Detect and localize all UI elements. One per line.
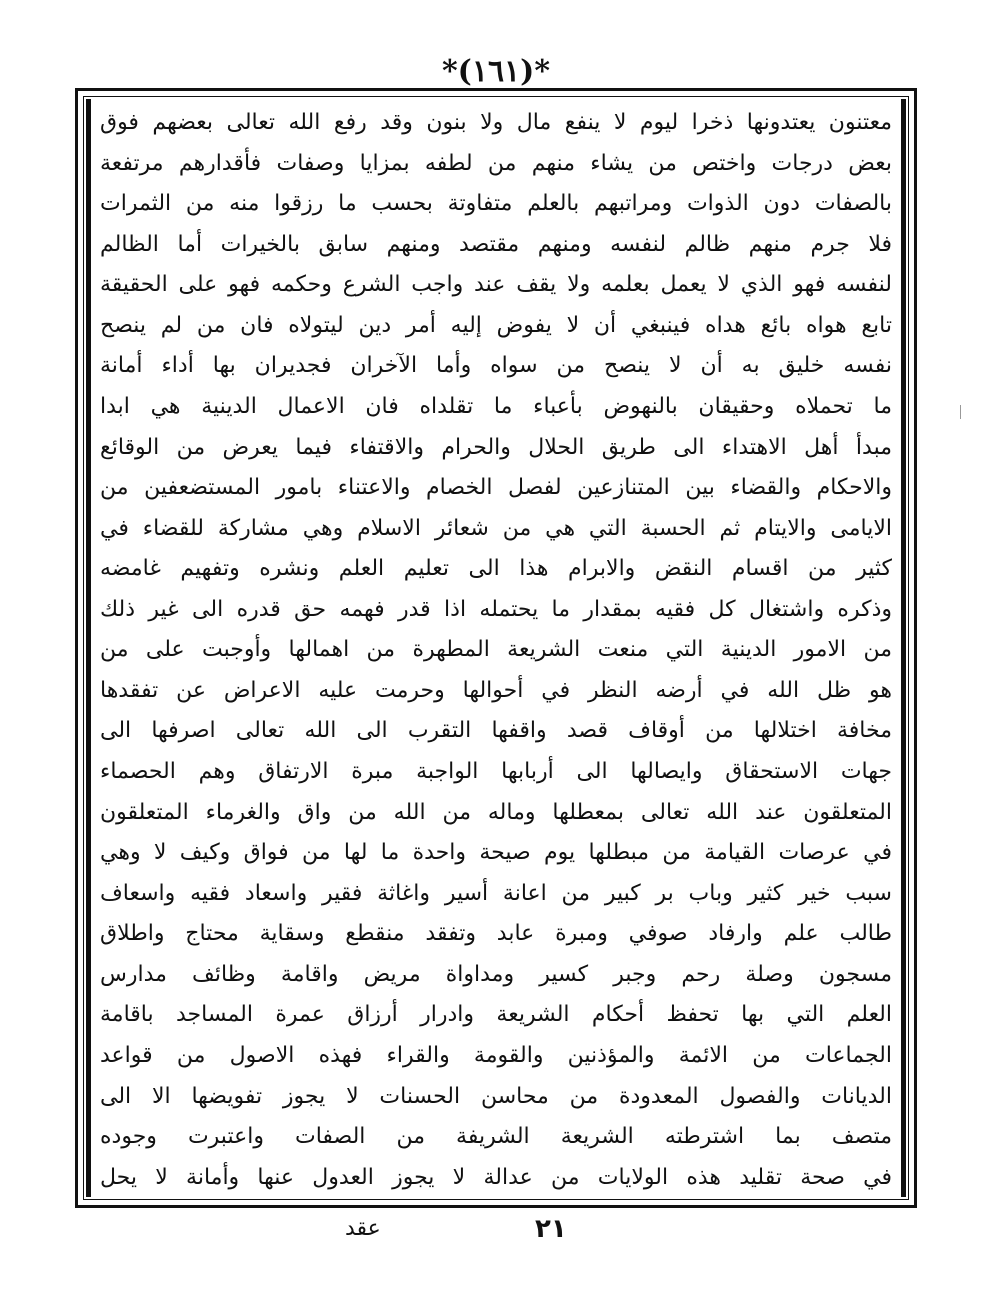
- text-line: مخافة اختلالها من أوقاف قصد واقفها التقرب الى الله تعالى اصرفها الى: [100, 718, 892, 744]
- page-number: *(١٦١)*: [441, 54, 551, 89]
- text-line: معتنون يعتدونها ذخرا ليوم لا ينفع مال ولا بنون وقد رفع الله تعالى بعضهم فوق: [100, 110, 892, 135]
- text-line: وذكره واشتغال كل فقيه بمقدار ما يحتمله اذا قدر فهمه حق قدره الى غير ذلك: [100, 596, 892, 622]
- text-line: فلا جرم منهم ظالم لنفسه ومنهم مقتصد ومنهم سابق بالخيرات أما الظالم: [100, 231, 892, 257]
- text-line: الديانات والفصول المعدودة من محاسن الحسنات لا يجوز تفويضها الا الى: [100, 1083, 892, 1109]
- text-line: طالب علم وارفاد صوفي ومبرة عابد وتفقد منقطع وسقاية محتاج واطلاق: [100, 921, 892, 947]
- footer-signature: عقد: [345, 1216, 381, 1241]
- frame-left-rule: [86, 99, 91, 1197]
- text-line: جهات الاستحقاق وايصالها الى أربابها الواجبة مبرة الارتفاق وهم الحصماء: [100, 759, 892, 784]
- page-footer: [0, 1212, 992, 1252]
- text-line: مسجون وصلة رحم وجبر كسير ومداواة مريض واقامة وظائف مدارس: [100, 961, 892, 987]
- text-line: والاحكام والقضاء بين المتنازعين لفصل الخصام والاعتناء بامور المستضعفين من: [100, 475, 892, 501]
- text-line: هو ظل الله في أرضه النظر في أحوالها وحرمت عليه الاعراض عن تفقدها: [100, 677, 892, 703]
- text-line: من الامور الدينية التي منعت الشريعة المطهرة من اهمالها وأوجبت على من: [100, 637, 892, 663]
- text-line: في عرصات القيامة من مبطلها يوم صيحة واحدة ما لها من فواق وكيف لا وهي: [100, 840, 892, 866]
- text-line: متصف بما اشترطته الشريعة الشريفة من الصفات واعتبرت وجوده: [100, 1124, 892, 1150]
- text-line: مبدأ أهل الاهتداء الى طريق الحلال والحرام والاقتفاء فيما يعرض من الوقائع: [100, 434, 892, 460]
- text-line: نفسه خليق به أن لا ينصح من سواه وأما الآخران فجديران بها أداء أمانة: [100, 353, 892, 379]
- text-line: كثير من اقسام النقض والابرام هذا الى تعليم العلم ونشره وتفهيم غامضه: [100, 556, 892, 582]
- text-line: المتعلقون عند الله تعالى بمعطلها وماله من الله من واق والغرماء المتعلقون: [100, 799, 892, 825]
- text-line: الجماعات من الائمة والمؤذنين والقومة والقراء فهذه الاصول من قواعد: [100, 1042, 892, 1068]
- margin-mark: [960, 405, 961, 419]
- text-line: الايامى والايتام ثم الحسبة التي هي من شعائر الاسلام وهي مشاركة للقضاء في: [100, 515, 892, 541]
- text-line: في صحة تقليد هذه الولايات من عدالة لا يجوز العدول عنها وأمانة لا يحل: [100, 1164, 892, 1190]
- footer-sheet-number: ٢١: [535, 1214, 567, 1244]
- text-line: تابع هواه بائع هداه فينبغي أن لا يفوض إليه أمر دين ليتولاه فان من لم ينصح: [100, 312, 892, 338]
- text-line: العلم التي بها تحفظ أحكام الشريعة وادرار أرزاق عمرة المساجد باقامة: [100, 1002, 892, 1028]
- text-line: سبب خير كثير وباب بر كبير من اعانة أسير واغاثة فقير واسعاد فقيه واسعاف: [100, 880, 892, 906]
- text-line: لنفسه فهو الذي لا يعمل بعلمه ولا يقف عند واجب الشرع وحكمه فهو على الحقيقة: [100, 272, 892, 298]
- text-line: بالصفات دون الذوات ومراتبهم بالعلم متفاوتة بحسب ما رزقوا منه من الثمرات: [100, 191, 892, 217]
- frame-right-rule: [901, 99, 906, 1197]
- text-line: بعض درجات واختص من يشاء منهم من لطفه بمزايا وصفات فأقدارهم مرتفعة: [100, 150, 892, 176]
- text-line: ما تحملاه وحقيقان بالنهوض بأعباء ما تقلداه فان الاعمال الدينية هي ابدا: [100, 393, 892, 419]
- body-text: [100, 102, 892, 1197]
